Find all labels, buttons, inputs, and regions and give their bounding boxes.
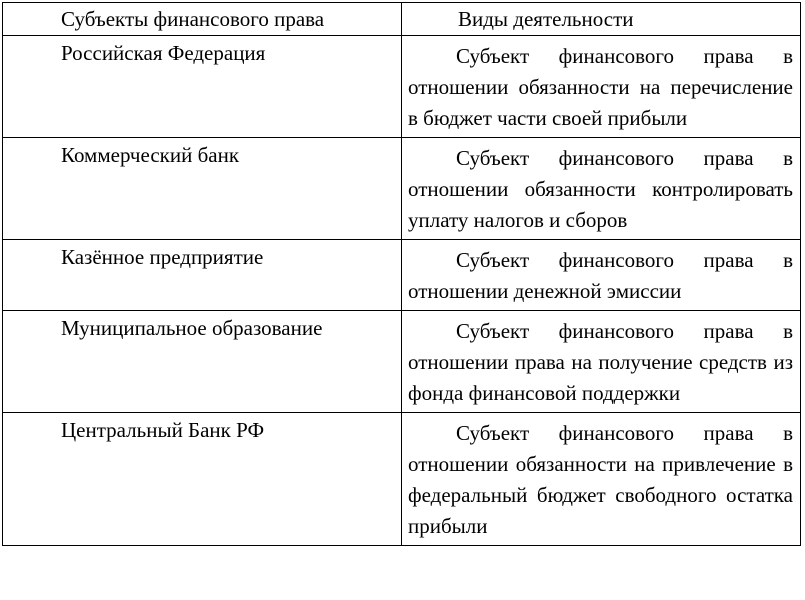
subject-cell: Казённое предприятие <box>3 240 402 311</box>
activity-text: Субъект финансового права в отношении обязанности на перечисление в бюджет части своей прибыли <box>408 44 793 130</box>
activity-cell <box>402 311 801 413</box>
header-subjects: Субъекты финансового права <box>3 3 402 36</box>
activity-text: Субъект финансового права в отношении права на получение средств из фонда финансовой поддержки <box>408 319 793 405</box>
subject-cell: Центральный Банк РФ <box>3 413 402 546</box>
header-activities: Виды деятельности <box>402 3 801 36</box>
subject-cell: Российская Федерация <box>3 36 402 138</box>
table-row <box>3 36 801 138</box>
table-row <box>3 138 801 240</box>
activity-text: Субъект финансового права в отношении денежной эмиссии <box>408 248 793 303</box>
activity-cell <box>402 413 801 546</box>
table-row <box>3 240 801 311</box>
activity-cell <box>402 138 801 240</box>
activity-text: Субъект финансового права в отношении обязанности контролировать уплату налогов и сборов <box>408 146 793 232</box>
activity-cell <box>402 240 801 311</box>
subject-cell: Муниципальное образование <box>3 311 402 413</box>
activity-text: Субъект финансового права в отношении обязанности на привлечение в федеральный бюджет свободного остатка прибыли <box>408 421 793 538</box>
financial-law-subjects-table <box>2 2 801 546</box>
table-row <box>3 413 801 546</box>
table-header-row <box>3 3 801 36</box>
subject-cell: Коммерческий банк <box>3 138 402 240</box>
table-row <box>3 311 801 413</box>
activity-cell <box>402 36 801 138</box>
